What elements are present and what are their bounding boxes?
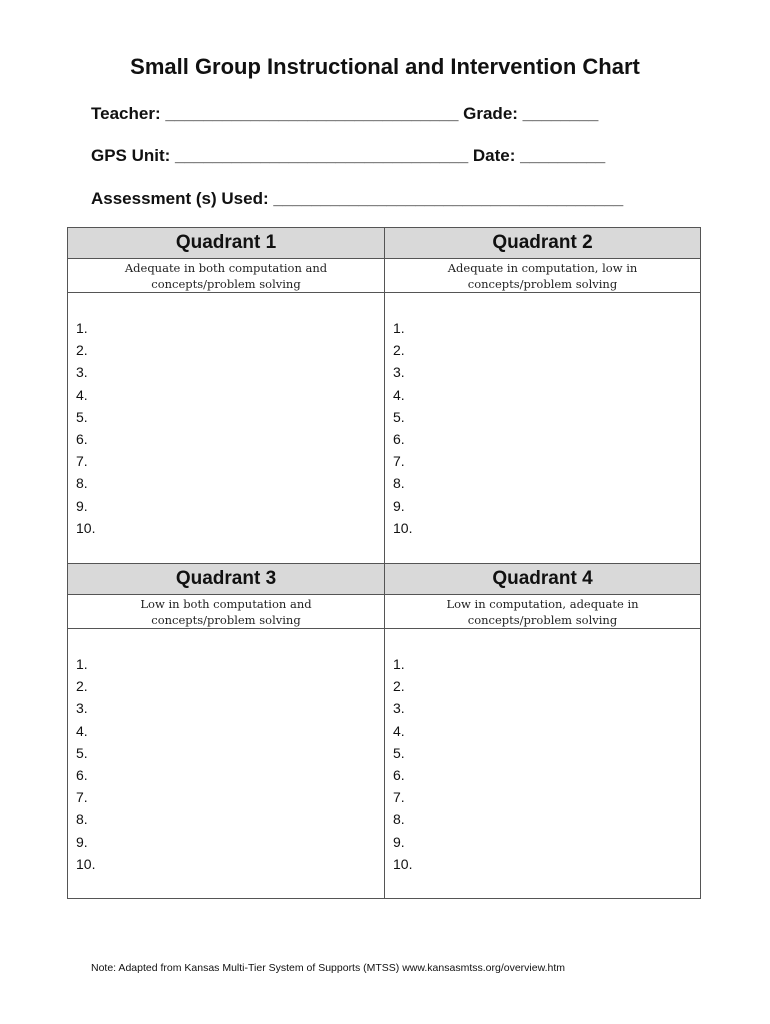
list-item: 3.	[76, 364, 88, 381]
numbered-list	[68, 293, 384, 539]
description-line: Low in both computation and	[140, 597, 312, 611]
quadrant-2	[384, 228, 700, 563]
list-item: 3.	[393, 700, 405, 717]
list-item: 3.	[393, 364, 405, 381]
list-item: 10.	[393, 519, 413, 536]
list-item: 9.	[393, 497, 405, 514]
description-line: concepts/problem solving	[467, 277, 618, 291]
list-item: 7.	[393, 453, 405, 470]
list-item: 2.	[393, 678, 405, 695]
quadrant-title: Quadrant 1	[68, 228, 384, 259]
description-line: concepts/problem solving	[151, 613, 301, 627]
list-item: 8.	[76, 475, 88, 492]
teacher-grade-line: Teacher: _______________________________ Grade: ________	[91, 104, 599, 123]
numbered-list	[68, 629, 384, 875]
list-item: 10.	[393, 855, 413, 872]
list-item: 4.	[393, 386, 405, 403]
list-item: 3.	[76, 700, 88, 717]
list-item: 9.	[76, 833, 88, 850]
list-item: 2.	[393, 342, 405, 359]
list-item: 8.	[76, 811, 88, 828]
quadrant-title: Quadrant 2	[385, 228, 700, 259]
assessment-line: Assessment (s) Used: _____________________________________	[91, 189, 624, 208]
list-item: 4.	[76, 722, 88, 739]
numbered-list	[385, 629, 700, 875]
list-item: 8.	[393, 475, 405, 492]
list-item: 6.	[393, 431, 405, 448]
list-item: 4.	[76, 386, 88, 403]
quadrant-description	[385, 595, 700, 629]
quadrant-title: Quadrant 4	[385, 564, 700, 595]
quadrant-description	[385, 259, 700, 293]
description-line: Adequate in both computation and	[124, 261, 328, 275]
numbered-list	[385, 293, 700, 539]
list-item: 4.	[393, 722, 405, 739]
list-item: 6.	[393, 767, 405, 784]
description-line: Low in computation, adequate in	[446, 597, 639, 611]
list-item: 6.	[76, 431, 88, 448]
list-item: 5.	[76, 744, 88, 761]
quadrant-4	[384, 563, 700, 899]
list-item: 9.	[393, 833, 405, 850]
quadrant-3	[68, 563, 384, 899]
quadrant-1	[68, 228, 384, 563]
description-line: Adequate in computation, low in	[447, 261, 638, 275]
list-item: 7.	[393, 789, 405, 806]
list-item: 1.	[393, 656, 405, 672]
description-line: concepts/problem solving	[467, 613, 618, 627]
quadrant-description	[68, 595, 384, 629]
quadrant-description	[68, 259, 384, 293]
list-item: 5.	[393, 408, 405, 425]
quadrant-title: Quadrant 3	[68, 564, 384, 595]
list-item: 5.	[393, 744, 405, 761]
list-item: 8.	[393, 811, 405, 828]
list-item: 7.	[76, 453, 88, 470]
list-item: 7.	[76, 789, 88, 806]
page-title: Small Group Instructional and Intervention Chart	[130, 54, 640, 79]
list-item: 1.	[393, 320, 405, 336]
list-item: 1.	[76, 656, 88, 672]
gps-date-line: GPS Unit: _______________________________ Date: _________	[91, 146, 606, 165]
list-item: 5.	[76, 408, 88, 425]
list-item: 10.	[76, 519, 96, 536]
description-line: concepts/problem solving	[151, 277, 301, 291]
quadrant-grid	[67, 227, 701, 899]
list-item: 2.	[76, 342, 88, 359]
source-note: Note: Adapted from Kansas Multi-Tier System of Supports (MTSS) www.kansasmtss.org/overview.htm	[91, 962, 566, 974]
list-item: 9.	[76, 497, 88, 514]
list-item: 6.	[76, 767, 88, 784]
list-item: 10.	[76, 855, 96, 872]
list-item: 2.	[76, 678, 88, 695]
list-item: 1.	[76, 320, 88, 336]
